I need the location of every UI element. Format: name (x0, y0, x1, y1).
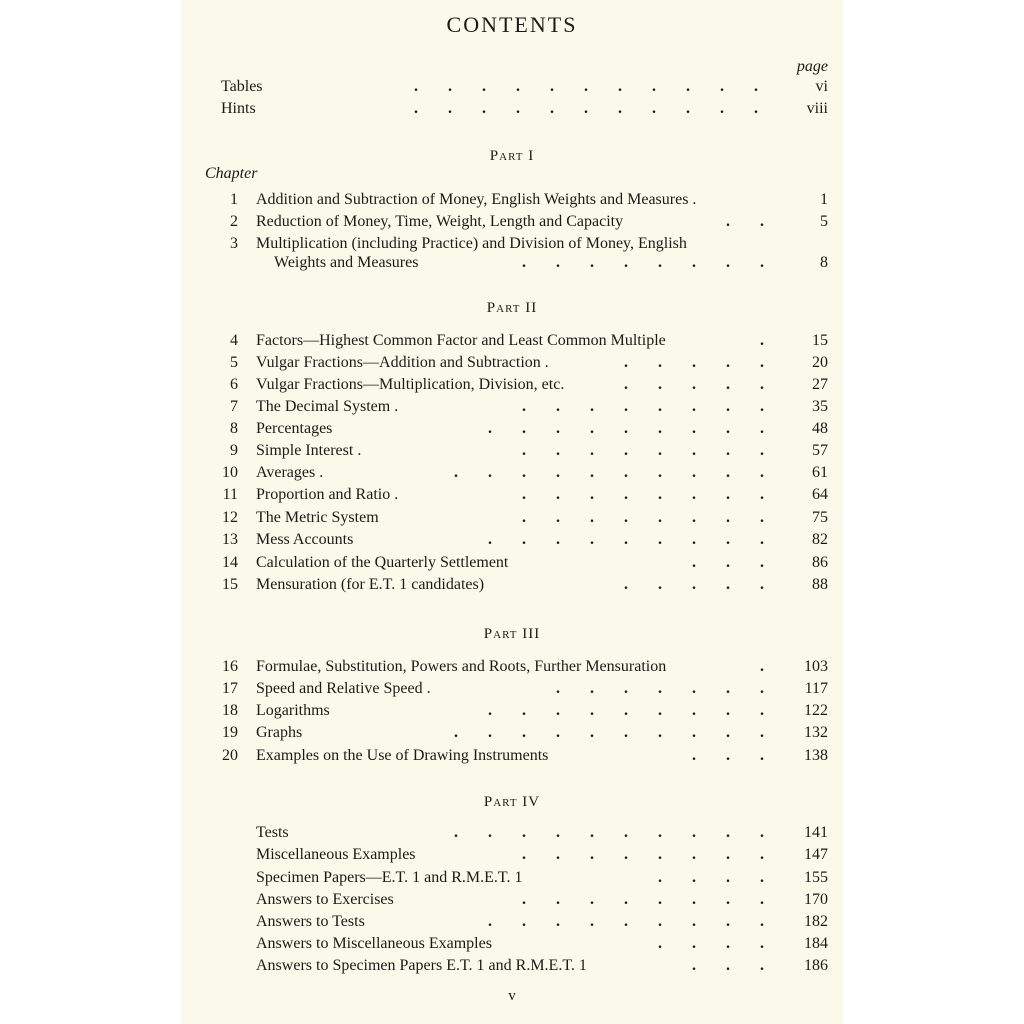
toc-page-number: 184 (804, 935, 828, 952)
chapter-number: 7 (230, 398, 238, 415)
toc-entry-text: Formulae, Substitution, Powers and Roots, Further Mensuration (256, 658, 667, 675)
toc-page-number: 57 (812, 442, 828, 459)
toc-page-number: 64 (812, 486, 828, 503)
chapter-number: 1 (230, 191, 238, 208)
chapter-number: 2 (230, 213, 238, 230)
leader-dots: .... (658, 869, 794, 886)
chapter-number: 12 (222, 509, 238, 526)
leader-dots: .......... (454, 724, 794, 741)
leader-dots: ... (692, 957, 794, 974)
leader-dots: .......... (454, 464, 794, 481)
leader-dots: ....... (556, 680, 794, 697)
chapter-number: 5 (230, 354, 238, 371)
leader-dots: ........ (522, 486, 794, 503)
toc-row (0, 955, 1024, 977)
leader-dots: ... (692, 554, 794, 571)
toc-page-number: 35 (812, 398, 828, 415)
toc-row (0, 211, 1024, 233)
toc-page-number: 5 (820, 213, 828, 230)
toc-page-number: 170 (804, 891, 828, 908)
toc-row (0, 889, 1024, 911)
page-title: CONTENTS (446, 12, 578, 37)
toc-entry-text: Simple Interest . (256, 442, 362, 459)
toc-entry-text: Miscellaneous Examples (256, 846, 416, 863)
toc-entry-text: Answers to Tests (256, 913, 365, 930)
toc-entry-text: Factors—Highest Common Factor and Least Common Multiple (256, 332, 666, 349)
toc-page-number: vi (815, 78, 828, 95)
toc-row (0, 374, 1024, 396)
part-heading: Part II (486, 300, 538, 316)
toc-row (0, 574, 1024, 596)
toc-page-number: 186 (804, 957, 828, 974)
toc-entry-text: Answers to Exercises (256, 891, 394, 908)
toc-row (0, 396, 1024, 418)
toc-entry-text: Addition and Subtraction of Money, English Weights and Measures . (256, 191, 697, 208)
toc-entry-text: The Decimal System . (256, 398, 399, 415)
toc-page-number: 61 (812, 464, 828, 481)
toc-entry-text: Graphs (256, 724, 303, 741)
toc-entry-text: Mess Accounts (256, 531, 354, 548)
chapter-column-label: Chapter (205, 165, 258, 182)
chapter-number: 6 (230, 376, 238, 393)
toc-page-number: 1 (820, 191, 828, 208)
toc-entry-text: Averages . (256, 464, 324, 481)
leader-dots: ........... (414, 78, 788, 95)
toc-row (0, 867, 1024, 889)
toc-row (0, 418, 1024, 440)
toc-page-number: 141 (804, 824, 828, 841)
toc-entry-text: Proportion and Ratio . (256, 486, 399, 503)
leader-dots: ........ (522, 398, 794, 415)
leader-dots: ........ (522, 509, 794, 526)
toc-row (0, 911, 1024, 933)
chapter-number: 15 (222, 576, 238, 593)
toc-page-number: 138 (804, 747, 828, 764)
toc-page-number: 103 (804, 658, 828, 675)
toc-row (0, 529, 1024, 551)
toc-row (0, 745, 1024, 767)
leader-dots: ..... (624, 376, 794, 393)
leader-dots: ........ (522, 891, 794, 908)
toc-page-number: 8 (820, 254, 828, 271)
toc-page-number: 117 (804, 680, 828, 697)
leader-dots: ........ (522, 254, 794, 271)
part-heading: Part IV (483, 794, 541, 810)
leader-dots: ..... (624, 576, 794, 593)
toc-entry-text: Specimen Papers—E.T. 1 and R.M.E.T. 1 (256, 869, 523, 886)
leader-dots: . (760, 658, 794, 675)
toc-entry-text: Speed and Relative Speed . (256, 680, 431, 697)
leader-dots: ........ (522, 846, 794, 863)
part-heading: Part I (489, 148, 535, 164)
toc-entry-text: Vulgar Fractions—Multiplication, Division, etc. (256, 376, 565, 393)
toc-page-number: 86 (812, 554, 828, 571)
toc-page-number: 155 (804, 869, 828, 886)
toc-row-front (0, 76, 1024, 98)
chapter-number: 4 (230, 332, 238, 349)
toc-entry-text: The Metric System (256, 509, 379, 526)
toc-entry-text: Reduction of Money, Time, Weight, Length and Capacity (256, 213, 624, 230)
leader-dots: ..... (624, 354, 794, 371)
leader-dots: ......... (488, 531, 794, 548)
chapter-number: 11 (222, 486, 238, 503)
toc-page-number: 122 (804, 702, 828, 719)
toc-entry-text: Mensuration (for E.T. 1 candidates) (256, 576, 485, 593)
toc-entry-text: Examples on the Use of Drawing Instruments (256, 747, 549, 764)
toc-row (0, 440, 1024, 462)
toc-row (0, 352, 1024, 374)
toc-page-number: 20 (812, 354, 828, 371)
toc-entry-text: Answers to Specimen Papers E.T. 1 and R.M.E.T. 1 (256, 957, 587, 974)
toc-row (0, 462, 1024, 484)
chapter-number: 3 (230, 235, 238, 252)
chapter-number: 19 (222, 724, 238, 741)
leader-dots: ......... (488, 420, 794, 437)
toc-row (0, 656, 1024, 678)
chapter-number: 8 (230, 420, 238, 437)
toc-entry-text: Tables (221, 78, 263, 95)
leader-dots: .......... (454, 824, 794, 841)
page-folio: v (508, 988, 516, 1004)
leader-dots: ........... (414, 100, 788, 117)
page-column-header: page (796, 58, 828, 75)
toc-page-number: viii (806, 100, 828, 117)
toc-page-number: 48 (812, 420, 828, 437)
toc-page-number: 132 (804, 724, 828, 741)
toc-row (0, 252, 1024, 274)
chapter-number: 16 (222, 658, 238, 675)
toc-entry-text: Percentages (256, 420, 333, 437)
toc-row (0, 933, 1024, 955)
chapter-number: 14 (222, 554, 238, 571)
chapter-number: 13 (222, 531, 238, 548)
leader-dots: ......... (488, 913, 794, 930)
toc-entry-text: Weights and Measures (274, 254, 419, 271)
toc-entry-text: Logarithms (256, 702, 330, 719)
toc-page-number: 82 (812, 531, 828, 548)
toc-page-number: 15 (812, 332, 828, 349)
toc-page-number: 88 (812, 576, 828, 593)
toc-row (0, 678, 1024, 700)
toc-entry-text: Tests (256, 824, 289, 841)
chapter-number: 20 (222, 747, 238, 764)
toc-row (0, 484, 1024, 506)
toc-entry-text: Multiplication (including Practice) and Division of Money, English (256, 235, 687, 252)
toc-entry-text: Vulgar Fractions—Addition and Subtraction . (256, 354, 549, 371)
leader-dots: . (760, 332, 794, 349)
toc-row (0, 189, 1024, 211)
toc-entry-text: Calculation of the Quarterly Settlement (256, 554, 509, 571)
leader-dots: .. (726, 213, 794, 230)
toc-row (0, 722, 1024, 744)
toc-page-number: 147 (804, 846, 828, 863)
leader-dots: ......... (488, 702, 794, 719)
toc-row-front (0, 98, 1024, 120)
chapter-number: 18 (222, 702, 238, 719)
toc-row (0, 552, 1024, 574)
toc-row (0, 507, 1024, 529)
toc-row (0, 700, 1024, 722)
chapter-number: 17 (222, 680, 238, 697)
toc-page-number: 27 (812, 376, 828, 393)
leader-dots: ........ (522, 442, 794, 459)
part-heading: Part III (483, 626, 541, 642)
toc-entry-text: Hints (221, 100, 256, 117)
toc-page-number: 75 (812, 509, 828, 526)
leader-dots: .... (658, 935, 794, 952)
toc-row (0, 822, 1024, 844)
leader-dots: ... (692, 747, 794, 764)
toc-entry-text: Answers to Miscellaneous Examples (256, 935, 492, 952)
chapter-number: 9 (230, 442, 238, 459)
chapter-number: 10 (222, 464, 238, 481)
toc-row (0, 844, 1024, 866)
toc-row (0, 330, 1024, 352)
toc-page-number: 182 (804, 913, 828, 930)
